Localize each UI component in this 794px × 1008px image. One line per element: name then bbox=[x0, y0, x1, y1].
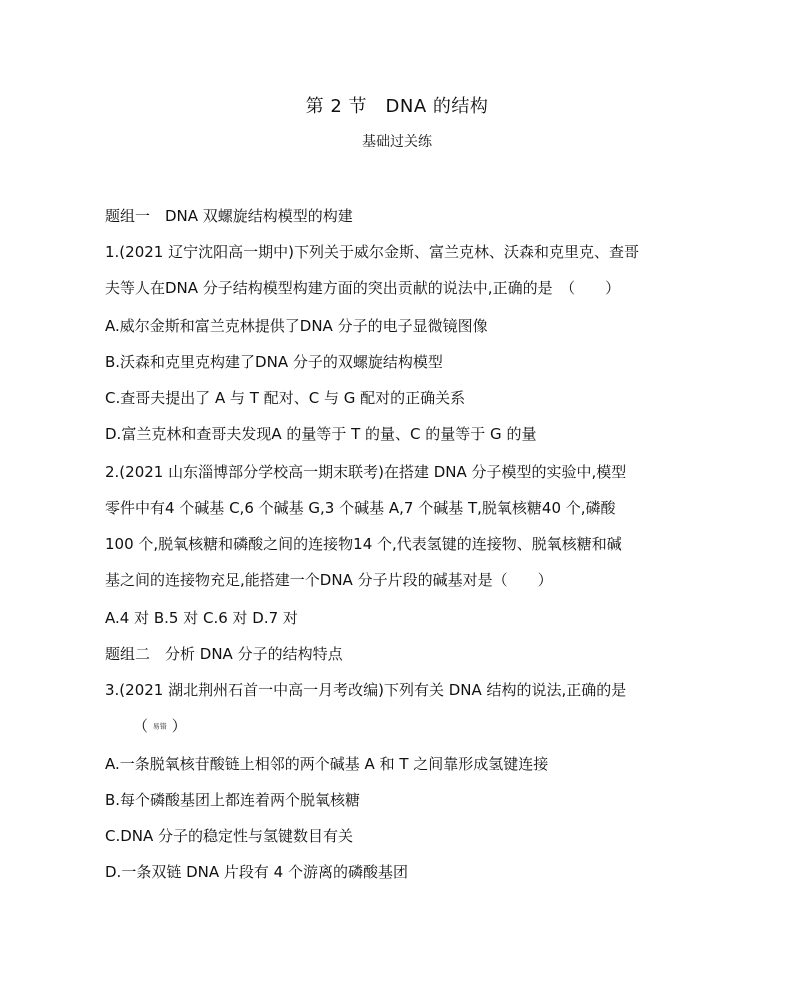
q3-blank-close: ） bbox=[171, 717, 187, 735]
q3-option-b: B.每个磷酸基团上都连着两个脱氧核糖 bbox=[105, 791, 361, 809]
q1-stem-line1: 1.(2021 辽宁沈阳高一期中)下列关于威尔金斯、富兰克林、沃森和克里克、查哥 bbox=[105, 243, 639, 261]
q3-stem-line1: 3.(2021 湖北荆州石首一中高一月考改编)下列有关 DNA 结构的说法,正确的是 bbox=[105, 681, 627, 699]
section-heading-group2: 题组二 分析 DNA 分子的结构特点 bbox=[105, 645, 343, 663]
q3-option-c: C.DNA 分子的稳定性与氢键数目有关 bbox=[105, 827, 354, 845]
q1-stem-line2: 夫等人在DNA 分子结构模型构建方面的突出贡献的说法中,正确的是 （ ） bbox=[105, 279, 621, 297]
q3-option-a: A.一条脱氧核苷酸链上相邻的两个碱基 A 和 T 之间靠形成氢键连接 bbox=[105, 755, 549, 773]
q2-stem-line2: 零件中有4 个碱基 C,6 个碱基 G,3 个碱基 A,7 个碱基 T,脱氧核糖40 个,磷酸 bbox=[105, 499, 616, 517]
q3-blank-open: （ bbox=[133, 717, 149, 735]
q2-options: A.4 对 B.5 对 C.6 对 D.7 对 bbox=[105, 609, 298, 627]
page-subtitle: 基础过关练 bbox=[362, 134, 432, 150]
q1-option-a: A.威尔金斯和富兰克林提供了DNA 分子的电子显微镜图像 bbox=[105, 317, 488, 335]
page-title: 第 2 节 DNA 的结构 bbox=[305, 96, 489, 117]
q3-difficulty-hint: 易错 bbox=[152, 722, 167, 731]
q3-option-d: D.一条双链 DNA 片段有 4 个游离的磷酸基团 bbox=[105, 863, 408, 881]
q1-option-c: C.查哥夫提出了 A 与 T 配对、C 与 G 配对的正确关系 bbox=[105, 389, 466, 407]
q1-option-b: B.沃森和克里克构建了DNA 分子的双螺旋结构模型 bbox=[105, 353, 443, 371]
q3-answer-blank bbox=[133, 716, 187, 737]
q1-option-d: D.富兰克林和查哥夫发现A 的量等于 T 的量、C 的量等于 G 的量 bbox=[105, 425, 537, 443]
q2-stem-line3: 100 个,脱氧核糖和磷酸之间的连接物14 个,代表氢键的连接物、脱氧核糖和碱 bbox=[105, 535, 622, 553]
q2-stem-line4: 基之间的连接物充足,能搭建一个DNA 分子片段的碱基对是（ ） bbox=[105, 571, 553, 589]
section-heading-group1: 题组一 DNA 双螺旋结构模型的构建 bbox=[105, 207, 353, 225]
q2-stem-line1: 2.(2021 山东淄博部分学校高一期末联考)在搭建 DNA 分子模型的实验中,模型 bbox=[105, 463, 627, 481]
